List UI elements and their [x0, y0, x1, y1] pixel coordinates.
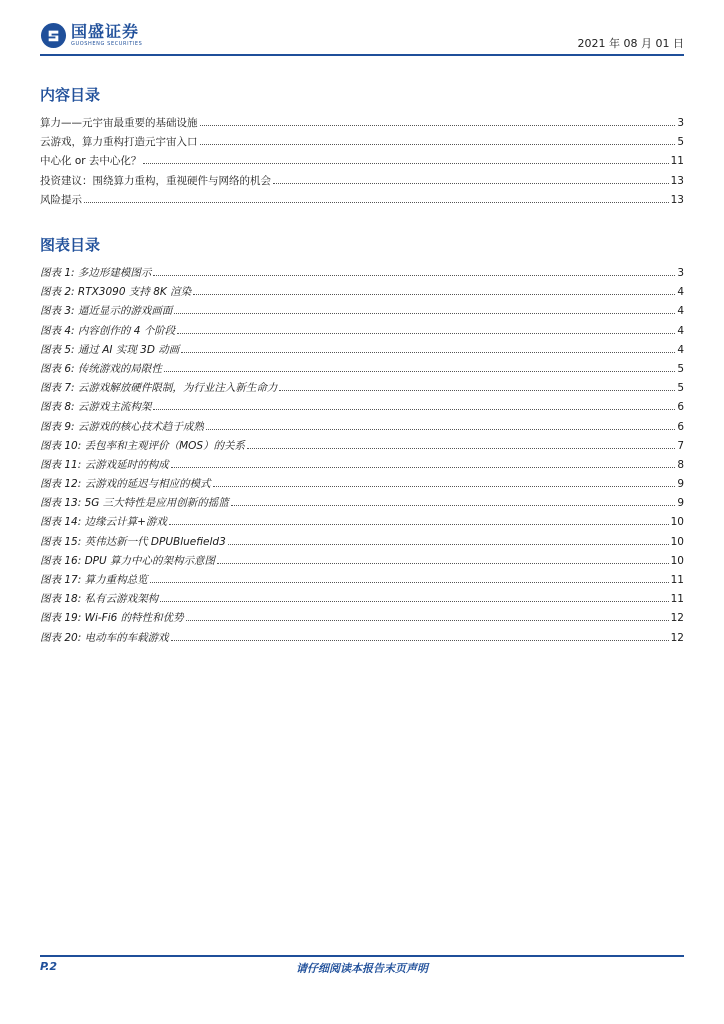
toc-entry-page: 7	[677, 439, 684, 452]
dot-leader	[231, 505, 676, 506]
contents-title: 内容目录	[40, 86, 101, 104]
toc-entry-page: 3	[677, 117, 684, 129]
toc-entry[interactable]	[40, 630, 684, 649]
toc-entry[interactable]	[40, 265, 684, 284]
toc-entry[interactable]	[40, 115, 684, 134]
toc-entry[interactable]	[40, 419, 684, 438]
toc-entry-label: 图表 16: DPU 算力中心的架构示意图	[40, 554, 216, 567]
toc-entry[interactable]	[40, 342, 684, 361]
toc-entry-page: 4	[677, 343, 684, 356]
dot-leader	[150, 582, 669, 583]
toc-entry-page: 13	[670, 174, 684, 187]
toc-entry[interactable]	[40, 380, 684, 399]
toc-entry-label: 图表 17: 算力重构总览	[40, 574, 148, 586]
toc-entry[interactable]	[40, 457, 684, 476]
toc-entry[interactable]	[40, 153, 684, 172]
company-logo	[40, 22, 142, 49]
figures-list	[40, 265, 684, 649]
toc-entry-page: 13	[670, 193, 684, 206]
toc-entry-page: 6	[677, 401, 684, 414]
contents-list	[40, 115, 684, 211]
page-number: P.2	[40, 960, 58, 973]
toc-entry[interactable]	[40, 438, 684, 457]
page-header	[40, 20, 684, 54]
dot-leader	[213, 486, 676, 487]
dot-leader	[273, 183, 669, 184]
header-divider	[40, 54, 684, 56]
dot-leader	[153, 409, 675, 410]
logo-english-name: GUOSHENG SECURITIES	[71, 41, 143, 47]
toc-entry[interactable]	[40, 610, 684, 629]
dot-leader	[177, 333, 675, 334]
toc-entry[interactable]	[40, 134, 684, 153]
toc-entry[interactable]	[40, 173, 684, 192]
toc-entry[interactable]	[40, 303, 684, 322]
toc-entry-label: 图表 15: 英伟达新一代 DPUBluefield3	[40, 535, 226, 548]
dot-leader	[181, 352, 675, 353]
footer-divider	[40, 955, 684, 957]
toc-entry-page: 9	[677, 497, 684, 510]
dot-leader	[200, 125, 676, 126]
dot-leader	[143, 163, 668, 164]
toc-entry-page: 5	[677, 382, 684, 395]
toc-entry-label: 图表 1: 多边形建模图示	[40, 267, 152, 279]
dot-leader	[200, 144, 676, 145]
toc-entry[interactable]	[40, 476, 684, 495]
toc-entry-page: 12	[670, 631, 684, 644]
dot-leader	[160, 601, 669, 602]
toc-entry-label: 图表 19: Wi-Fi6 的特性和优势	[40, 612, 184, 625]
toc-entry-page: 3	[677, 267, 684, 279]
dot-leader	[84, 202, 669, 203]
toc-entry-label: 图表 6: 传统游戏的局限性	[40, 362, 162, 375]
toc-entry-label: 图表 10: 丢包率和主观评价（MOS）的关系	[40, 439, 246, 452]
toc-entry-label: 云游戏，算力重构打造元宇宙入口	[40, 136, 198, 149]
toc-entry-label: 中心化 or 去中心化？	[40, 155, 142, 168]
toc-entry-page: 11	[670, 155, 684, 168]
dot-leader	[171, 467, 676, 468]
toc-entry-page: 12	[670, 612, 684, 625]
dot-leader	[279, 390, 675, 391]
toc-entry-label: 图表 4: 内容创作的 4 个阶段	[40, 324, 176, 337]
toc-entry[interactable]	[40, 553, 684, 572]
toc-entry[interactable]	[40, 495, 684, 514]
toc-entry-label: 图表 18: 私有云游戏架构	[40, 593, 159, 606]
toc-entry-page: 10	[670, 535, 684, 548]
toc-entry-page: 6	[677, 420, 684, 433]
report-date: 2021 年 08 月 01 日	[577, 37, 684, 50]
toc-entry-page: 4	[677, 305, 684, 318]
toc-entry[interactable]	[40, 591, 684, 610]
toc-entry-page: 5	[677, 136, 684, 149]
toc-entry-label: 图表 13: 5G 三大特性是应用创新的摇篮	[40, 497, 229, 510]
dot-leader	[186, 620, 669, 621]
toc-entry[interactable]	[40, 572, 684, 591]
toc-entry-page: 4	[677, 286, 684, 299]
toc-entry-label: 算力——元宇宙最重要的基础设施	[40, 117, 198, 129]
toc-entry-label: 图表 9: 云游戏的核心技术趋于成熟	[40, 420, 204, 433]
toc-entry[interactable]	[40, 534, 684, 553]
toc-entry[interactable]	[40, 514, 684, 533]
toc-entry-page: 10	[670, 516, 684, 529]
toc-entry[interactable]	[40, 284, 684, 303]
toc-entry-label: 风险提示	[40, 193, 82, 206]
dot-leader	[153, 275, 675, 276]
dot-leader	[174, 313, 675, 314]
toc-entry-page: 5	[677, 362, 684, 375]
dot-leader	[193, 294, 675, 295]
toc-entry-page: 9	[677, 478, 684, 491]
dot-leader	[164, 371, 675, 372]
dot-leader	[171, 640, 669, 641]
toc-entry-label: 图表 11: 云游戏延时的构成	[40, 458, 169, 471]
toc-entry-page: 11	[670, 593, 684, 606]
toc-entry[interactable]	[40, 361, 684, 380]
toc-entry-label: 投资建议：围绕算力重构，重视硬件与网络的机会	[40, 174, 271, 187]
toc-entry-label: 图表 7: 云游戏解放硬件限制，为行业注入新生命力	[40, 382, 278, 395]
toc-entry-page: 8	[677, 458, 684, 471]
figures-title: 图表目录	[40, 236, 101, 254]
disclaimer-note: 请仔细阅读本报告末页声明	[296, 962, 428, 975]
toc-entry-label: 图表 14: 边缘云计算+游戏	[40, 516, 167, 529]
dot-leader	[206, 429, 675, 430]
toc-entry-page: 10	[670, 554, 684, 567]
dot-leader	[169, 524, 669, 525]
toc-entry-label: 图表 8: 云游戏主流构架	[40, 401, 152, 414]
toc-entry-label: 图表 3: 逼近显示的游戏画面	[40, 305, 173, 318]
dot-leader	[247, 448, 675, 449]
logo-chinese-name: 国盛证券	[71, 22, 140, 41]
toc-entry-page: 4	[677, 324, 684, 337]
dot-leader	[217, 563, 669, 564]
toc-entry-label: 图表 12: 云游戏的延迟与相应的模式	[40, 478, 211, 491]
toc-entry[interactable]	[40, 323, 684, 342]
toc-entry-label: 图表 20: 电动车的车载游戏	[40, 631, 169, 644]
toc-entry-label: 图表 2: RTX3090 支持 8K 渲染	[40, 286, 192, 299]
toc-entry-page: 11	[670, 574, 684, 586]
toc-entry-label: 图表 5: 通过 AI 实现 3D 动画	[40, 343, 180, 356]
toc-entry[interactable]	[40, 399, 684, 418]
guosheng-logo-icon	[40, 22, 67, 49]
dot-leader	[228, 544, 669, 545]
toc-entry[interactable]	[40, 192, 684, 211]
